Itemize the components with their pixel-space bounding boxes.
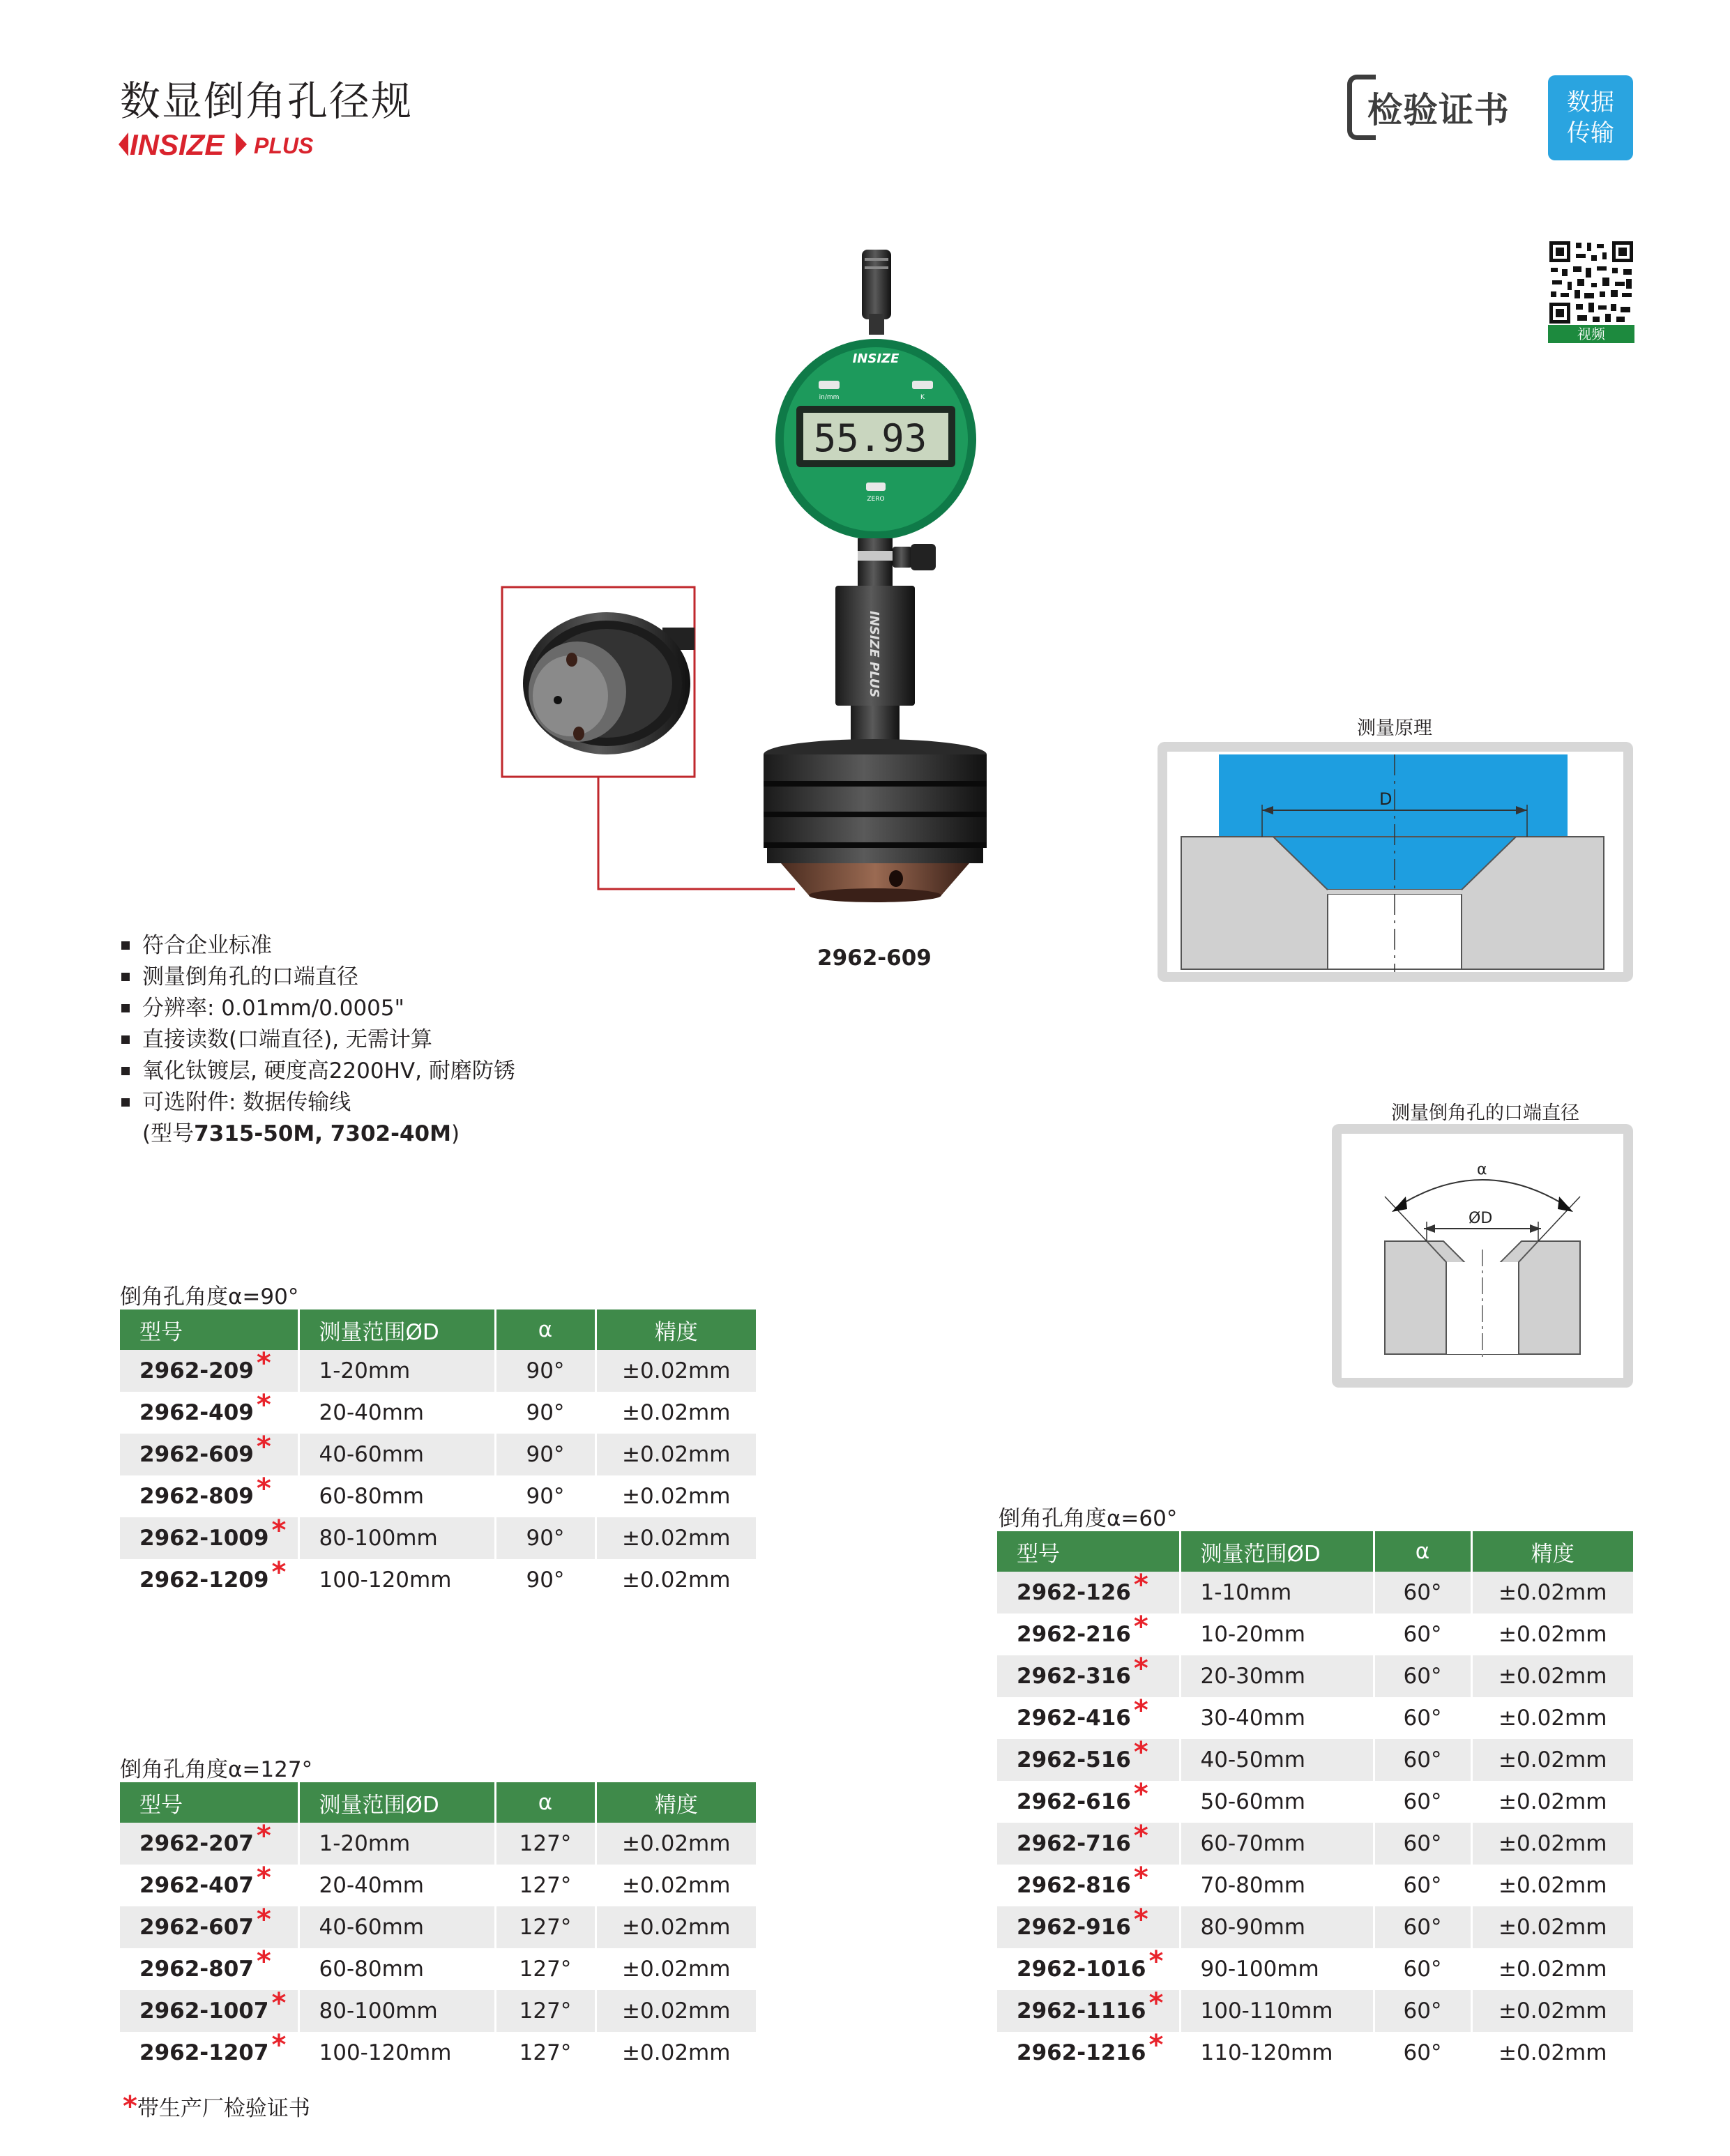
diameter-diagram [1332, 1124, 1633, 1388]
gauge-stem [835, 538, 936, 747]
principle-d-label: D [1379, 789, 1393, 809]
data-badge-line1: 数据 [1567, 89, 1614, 116]
accessory-models: (型号7315-50M, 7302-40M) [142, 1121, 460, 1146]
brand-name: INSIZE [130, 128, 225, 161]
tip-detail-inset [502, 587, 795, 889]
alpha-label: α [1477, 1161, 1487, 1178]
zero-label: ZERO [867, 496, 885, 503]
table-60-title: 倒角孔角度α=60° [999, 1506, 1178, 1531]
spec-table-60 [997, 1531, 1633, 2074]
feature-list [120, 930, 515, 1150]
table-row: 2962-1216 * 110-120mm 60° ±0.02mm [997, 2032, 1633, 2074]
table-row: 2962-207 * 1-20mm 127° ±0.02mm [120, 1823, 756, 1865]
table-row: 2962-416 * 30-40mm 60° ±0.02mm [997, 1697, 1633, 1739]
principle-diagram [1158, 742, 1633, 982]
digital-indicator [775, 339, 976, 540]
col-alpha: α [1374, 1531, 1471, 1572]
table-row: 2962-609 * 40-60mm 90° ±0.02mm [120, 1434, 756, 1475]
col-accuracy: 精度 [1471, 1531, 1633, 1572]
footnote-star: * [123, 2090, 137, 2123]
col-alpha: α [495, 1309, 595, 1350]
accessory-model-numbers: 7315-50M, 7302-40M [194, 1121, 451, 1146]
product-photo [488, 237, 1018, 934]
table-row: 2962-1209 * 100-120mm 90° ±0.02mm [120, 1559, 756, 1601]
col-accuracy: 精度 [595, 1782, 756, 1823]
qr-video-label: 视频 [1548, 325, 1634, 343]
col-accuracy: 精度 [595, 1309, 756, 1350]
table-row: 2962-409 * 20-40mm 90° ±0.02mm [120, 1392, 756, 1434]
table-row: 2962-209 * 1-20mm 90° ±0.02mm [120, 1350, 756, 1392]
col-model: 型号 [120, 1309, 298, 1350]
spec-table-127 [120, 1782, 756, 2074]
spec-table-90 [120, 1309, 756, 1601]
table-row: 2962-1016 * 90-100mm 60° ±0.02mm [997, 1948, 1633, 1990]
table-row: 2962-1007 * 80-100mm 127° ±0.02mm [120, 1990, 756, 2032]
qr-code-icon [1548, 240, 1634, 325]
feature-item: 符合企业标准 [120, 930, 515, 962]
od-label: ØD [1469, 1210, 1493, 1227]
table-row: 2962-1116 * 100-110mm 60° ±0.02mm [997, 1990, 1633, 2032]
table-row: 2962-607 * 40-60mm 127° ±0.02mm [120, 1906, 756, 1948]
page-title: 数显倒角孔径规 [120, 77, 413, 125]
table-row: 2962-1009 * 80-100mm 90° ±0.02mm [120, 1517, 756, 1559]
feature-item: 分辨率: 0.01mm/0.0005" [120, 993, 515, 1024]
k-label: K [920, 394, 925, 401]
data-transfer-badge [1548, 75, 1633, 160]
insize-plus-logo [119, 123, 349, 166]
table-row: 2962-916 * 80-90mm 60° ±0.02mm [997, 1906, 1633, 1948]
table-row: 2962-807 * 60-80mm 127° ±0.02mm [120, 1948, 756, 1990]
table-127-title: 倒角孔角度α=127° [120, 1757, 313, 1782]
lcd-reading: 55.93 [813, 416, 927, 460]
stem-brand: INSIZE PLUS [867, 611, 881, 698]
diameter-diagram-title: 测量倒角孔的口端直径 [1391, 1102, 1579, 1124]
col-range: 测量范围ØD [298, 1782, 495, 1823]
plunger-cap [862, 250, 891, 335]
col-alpha: α [495, 1782, 595, 1823]
video-qr-code[interactable] [1548, 240, 1634, 343]
brand-suffix: PLUS [254, 133, 314, 158]
product-caption: 2962-609 [817, 946, 932, 971]
table-row: 2962-809 * 60-80mm 90° ±0.02mm [120, 1475, 756, 1517]
feature-item: 直接读数(口端直径), 无需计算 [120, 1024, 515, 1056]
measuring-head [764, 739, 987, 902]
table-row: 2962-516 * 40-50mm 60° ±0.02mm [997, 1739, 1633, 1781]
col-range: 测量范围ØD [298, 1309, 495, 1350]
table-row: 2962-126 * 1-10mm 60° ±0.02mm [997, 1572, 1633, 1614]
k-button [912, 381, 933, 389]
feature-item: 可选附件: 数据传输线 [120, 1087, 515, 1118]
certificate-label: 检验证书 [1367, 90, 1510, 130]
table-row: 2962-316 * 20-30mm 60° ±0.02mm [997, 1655, 1633, 1697]
data-badge-line2: 传输 [1567, 119, 1614, 147]
table-row: 2962-1207 * 100-120mm 127° ±0.02mm [120, 2032, 756, 2074]
col-model: 型号 [997, 1531, 1180, 1572]
footnote-text: 带生产厂检验证书 [137, 2096, 310, 2121]
feature-item: 氧化钛镀层, 硬度高2200HV, 耐磨防锈 [120, 1056, 515, 1087]
feature-item: 测量倒角孔的口端直径 [120, 962, 515, 993]
dial-brand: INSIZE [852, 351, 900, 366]
zero-button [866, 483, 886, 491]
table-90-title: 倒角孔角度α=90° [120, 1284, 299, 1309]
in-mm-label: in/mm [819, 394, 840, 401]
table-row: 2962-616 * 50-60mm 60° ±0.02mm [997, 1781, 1633, 1823]
col-range: 测量范围ØD [1180, 1531, 1374, 1572]
table-row: 2962-716 * 60-70mm 60° ±0.02mm [997, 1823, 1633, 1865]
table-row: 2962-816 * 70-80mm 60° ±0.02mm [997, 1865, 1633, 1906]
principle-diagram-title: 测量原理 [1357, 718, 1432, 739]
in-mm-button [819, 381, 840, 389]
table-row: 2962-407 * 20-40mm 127° ±0.02mm [120, 1865, 756, 1906]
table-row: 2962-216 * 10-20mm 60° ±0.02mm [997, 1614, 1633, 1655]
col-model: 型号 [120, 1782, 298, 1823]
certificate-footnote [120, 2090, 310, 2122]
inspection-certificate-logo [1347, 75, 1510, 139]
